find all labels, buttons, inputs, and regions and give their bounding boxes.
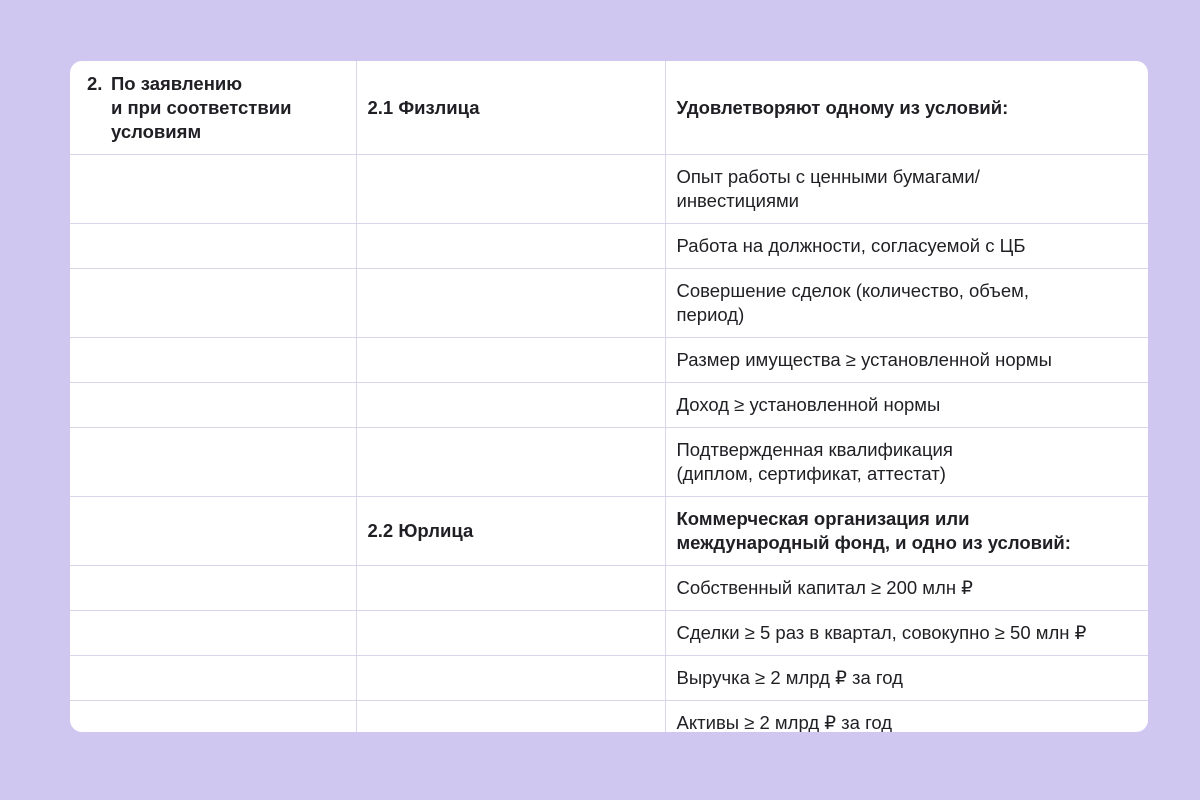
condition-text: Опыт работы с ценными бумагами/ инвестициями xyxy=(676,166,980,211)
empty-cell xyxy=(70,566,356,611)
condition-text: Размер имущества ≥ установленной нормы xyxy=(676,349,1052,370)
table-row xyxy=(70,155,1148,224)
empty-cell xyxy=(70,224,356,269)
group-heading: Удовлетворяют одному из условий: xyxy=(676,96,1009,118)
condition-cell xyxy=(665,566,1148,611)
group-label: 2.1 Физлица xyxy=(367,96,480,118)
qualification-table-card xyxy=(70,61,1148,732)
empty-cell xyxy=(70,338,356,383)
group-heading-cell xyxy=(665,61,1148,155)
group-label-cell xyxy=(356,61,665,155)
empty-cell xyxy=(356,656,665,701)
empty-cell xyxy=(70,383,356,428)
table-row xyxy=(70,611,1148,656)
condition-cell xyxy=(665,611,1148,656)
empty-cell xyxy=(356,383,665,428)
table-row xyxy=(70,61,1148,155)
condition-text: Подтвержденная квалификация (диплом, сертификат, аттестат) xyxy=(676,439,953,484)
empty-cell xyxy=(70,656,356,701)
condition-cell xyxy=(665,701,1148,733)
section-number: 2. xyxy=(87,73,103,94)
condition-text: Сделки ≥ 5 раз в квартал, совокупно ≥ 50 млн ₽ xyxy=(676,622,1087,643)
qualification-table xyxy=(70,61,1148,732)
condition-cell xyxy=(665,383,1148,428)
condition-text: Активы ≥ 2 млрд ₽ за год xyxy=(676,712,893,732)
section-cell xyxy=(70,61,356,155)
table-row xyxy=(70,656,1148,701)
empty-cell xyxy=(70,428,356,497)
table-row xyxy=(70,383,1148,428)
empty-cell xyxy=(356,701,665,733)
empty-cell xyxy=(356,224,665,269)
table-row xyxy=(70,566,1148,611)
empty-cell xyxy=(70,155,356,224)
group-heading: Коммерческая организация или международный фонд, и одно из условий: xyxy=(676,508,1071,553)
table-row xyxy=(70,269,1148,338)
empty-cell xyxy=(356,269,665,338)
section-heading xyxy=(81,72,345,144)
condition-cell xyxy=(665,155,1148,224)
condition-text: Собственный капитал ≥ 200 млн ₽ xyxy=(676,577,973,598)
empty-cell xyxy=(70,269,356,338)
table-row xyxy=(70,701,1148,733)
empty-cell xyxy=(356,611,665,656)
group-label-cell xyxy=(356,497,665,566)
empty-cell xyxy=(356,566,665,611)
condition-text: Выручка ≥ 2 млрд ₽ за год xyxy=(676,667,903,688)
table-row xyxy=(70,224,1148,269)
table-row xyxy=(70,428,1148,497)
table-row xyxy=(70,497,1148,566)
condition-text: Доход ≥ установленной нормы xyxy=(676,394,941,415)
table-row xyxy=(70,338,1148,383)
empty-cell xyxy=(356,155,665,224)
group-label: 2.2 Юрлица xyxy=(367,520,474,541)
empty-cell xyxy=(70,611,356,656)
condition-text: Работа на должности, согласуемой с ЦБ xyxy=(676,235,1026,256)
condition-cell xyxy=(665,428,1148,497)
condition-cell xyxy=(665,656,1148,701)
condition-cell xyxy=(665,224,1148,269)
empty-cell xyxy=(356,338,665,383)
empty-cell xyxy=(70,497,356,566)
condition-cell xyxy=(665,269,1148,338)
empty-cell xyxy=(356,428,665,497)
group-heading-cell xyxy=(665,497,1148,566)
condition-text: Совершение сделок (количество, объем, период) xyxy=(676,280,1029,325)
condition-cell xyxy=(665,338,1148,383)
section-title: По заявлению и при соответствии условиям xyxy=(111,73,292,142)
empty-cell xyxy=(70,701,356,733)
